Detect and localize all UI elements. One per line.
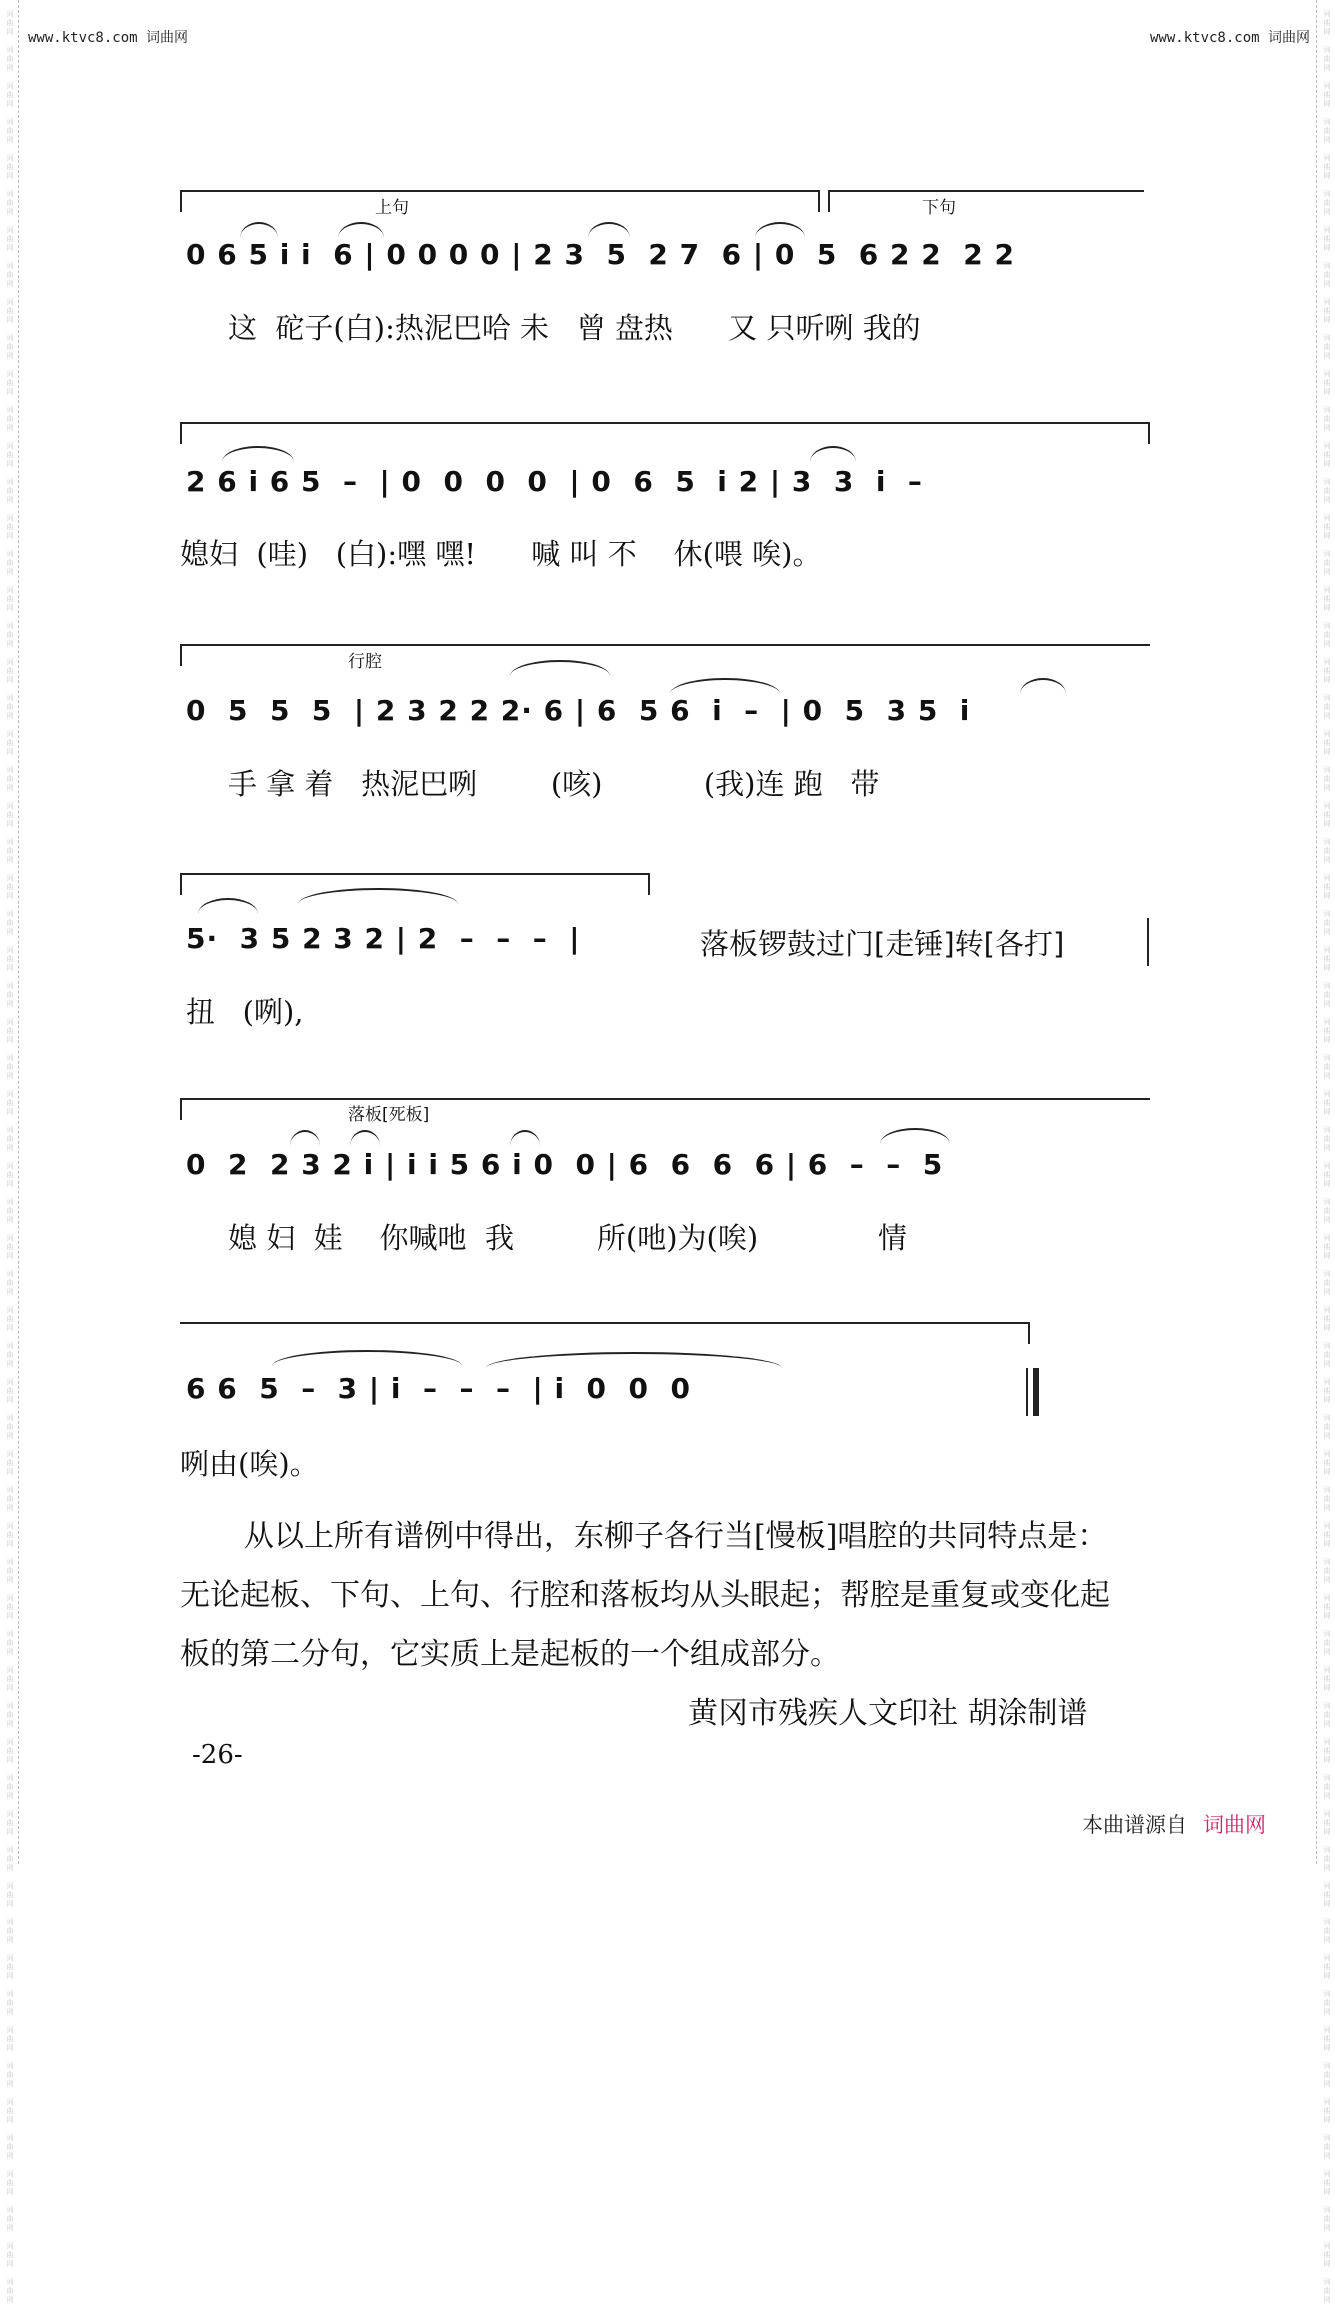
notation-line: 6 6 5 – 3 | i – – – | i 0 0 0 — [186, 1372, 691, 1405]
slur-mark — [880, 1128, 950, 1144]
section-label: 上句 — [375, 198, 409, 218]
notation-line: 0 6 5 i i 6 | 0 0 0 0 | 2 3 5 2 7 6 | 0 5 6 2 2 2 2 — [186, 238, 1015, 271]
slur-mark — [755, 222, 805, 238]
slur-mark — [510, 1130, 540, 1146]
bracket — [180, 1098, 1150, 1100]
paragraph-line: 板的第二分句，它实质上是起板的一个组成部分。 — [180, 1637, 840, 1672]
slur-mark — [198, 898, 258, 914]
slur-mark — [350, 1130, 380, 1146]
source-label: 本曲谱源自 — [1082, 1813, 1187, 1837]
slur-mark — [222, 446, 294, 462]
bracket — [180, 422, 1150, 424]
notation-line: 5· 3 5 2 3 2 | 2 – – – | — [186, 922, 581, 955]
lyric-line: 扭 (咧), — [186, 995, 304, 1029]
header-right: www.ktvc8.com 词曲网 — [1150, 30, 1311, 46]
slur-mark — [1020, 678, 1066, 694]
source-footer — [1082, 1809, 1266, 1839]
slur-mark — [486, 1352, 782, 1368]
slur-mark — [670, 678, 780, 694]
section-label: 下句 — [922, 198, 956, 218]
slur-mark — [338, 222, 384, 238]
notation-line: 0 2 2 3 2 i | i i 5 6 i 0 0 | 6 6 6 6 | 6 – – 5 — [186, 1148, 944, 1181]
bracket — [180, 1322, 1030, 1324]
notation-line: 2 6 i 6 5 – | 0 0 0 0 | 0 6 5 i 2 | 3 3 i – — [186, 465, 923, 498]
watermark-column-left: 词 曲 网 词 曲 网 词 曲 网 词 曲 网 词 曲 网 词 曲 网 词 曲 网 词 曲 网 词 曲 网 词 曲 网 词 曲 网 词 曲 网 词 曲 网 词 曲 网 词 曲 网 词 曲 网 词 曲 网 词 曲 网 词 曲 网 词 曲 网 词 曲 网 词 曲 网 词 曲 网 词 曲 网 词 曲 网 词 曲 网 词 曲 网 词 曲 网 词 曲 网 词 曲 网 词 曲 网 词 曲 网 词 曲 网 词 曲 网 词 曲 网 词 曲 网 词 曲 网 词 曲 网 词 曲 网 词 曲 网 词 曲 网 词 曲 网 词 曲 网 词 曲 网 词 曲 网 词 曲 网 词 曲 网 词 曲 网 词 曲 网 词 曲 网 词 曲 网 词 曲 网 词 曲 网 词 曲 网 词 曲 网 词 曲 网 词 曲 网 词 曲 网 词 曲 网 词 曲 网 词 曲 网 词 曲 网 词 曲 网 词 曲 网 — [6, 10, 14, 2304]
paragraph-line: 无论起板、下句、上句、行腔和落板均从头眼起；帮腔是重复或变化起 — [180, 1578, 1110, 1613]
slur-mark — [810, 446, 856, 462]
lyric-line: 咧由(唉)。 — [180, 1447, 319, 1481]
lyric-line: 媳妇 (哇) (白):嘿 嘿! 喊 叫 不 休(喂 唉)。 — [180, 537, 822, 571]
paragraph-line: 从以上所有谱例中得出，东柳子各行当[慢板]唱腔的共同特点是： — [244, 1519, 1108, 1554]
credit-line: 黄冈市残疾人文印社 胡涂制谱 — [688, 1696, 1088, 1731]
lyric-line: 手 拿 着 热泥巴咧 (咳) (我)连 跑 带 — [228, 767, 880, 801]
page-number: -26- — [192, 1740, 243, 1770]
interlude-text: 落板锣鼓过门[走锤]转[各打] — [700, 927, 1065, 961]
bracket — [180, 644, 1150, 646]
notation-line: 0 5 5 5 | 2 3 2 2 2· 6 | 6 5 6 i – | 0 5 3 5 i — [186, 694, 971, 727]
bracket-xia-ju — [828, 190, 1144, 192]
slur-mark — [298, 888, 458, 904]
source-site-link[interactable]: 词曲网 — [1203, 1813, 1266, 1837]
slur-mark — [588, 222, 630, 238]
header-left: www.ktvc8.com 词曲网 — [28, 30, 189, 46]
section-label: 落板[死板] — [348, 1105, 430, 1125]
slur-mark — [240, 222, 278, 238]
lyric-line: 媳 妇 娃 你喊吔 我 所(吔)为(唉) 情 — [228, 1221, 908, 1255]
left-border — [18, 0, 33, 1864]
bracket — [180, 873, 650, 875]
section-label: 行腔 — [348, 652, 382, 672]
bracket-shang-ju — [180, 190, 820, 192]
watermark-column-right: 词 曲 网 词 曲 网 词 曲 网 词 曲 网 词 曲 网 词 曲 网 词 曲 网 词 曲 网 词 曲 网 词 曲 网 词 曲 网 词 曲 网 词 曲 网 词 曲 网 词 曲 网 词 曲 网 词 曲 网 词 曲 网 词 曲 网 词 曲 网 词 曲 网 词 曲 网 词 曲 网 词 曲 网 词 曲 网 词 曲 网 词 曲 网 词 曲 网 词 曲 网 词 曲 网 词 曲 网 词 曲 网 词 曲 网 词 曲 网 词 曲 网 词 曲 网 词 曲 网 词 曲 网 词 曲 网 词 曲 网 词 曲 网 词 曲 网 词 曲 网 词 曲 网 词 曲 网 词 曲 网 词 曲 网 词 曲 网 词 曲 网 词 曲 网 词 曲 网 词 曲 网 词 曲 网 词 曲 网 词 曲 网 词 曲 网 词 曲 网 词 曲 网 词 曲 网 词 曲 网 词 曲 网 词 曲 网 词 曲 网 词 曲 网 — [1323, 10, 1331, 2304]
bar-line — [1147, 918, 1149, 966]
slur-mark — [290, 1130, 320, 1146]
slur-mark — [272, 1350, 462, 1366]
lyric-line: 这 砣子(白):热泥巴哈 未 曾 盘热 又 只听咧 我的 — [228, 311, 921, 345]
slur-mark — [510, 660, 610, 676]
analysis-paragraph — [180, 1507, 1180, 1684]
